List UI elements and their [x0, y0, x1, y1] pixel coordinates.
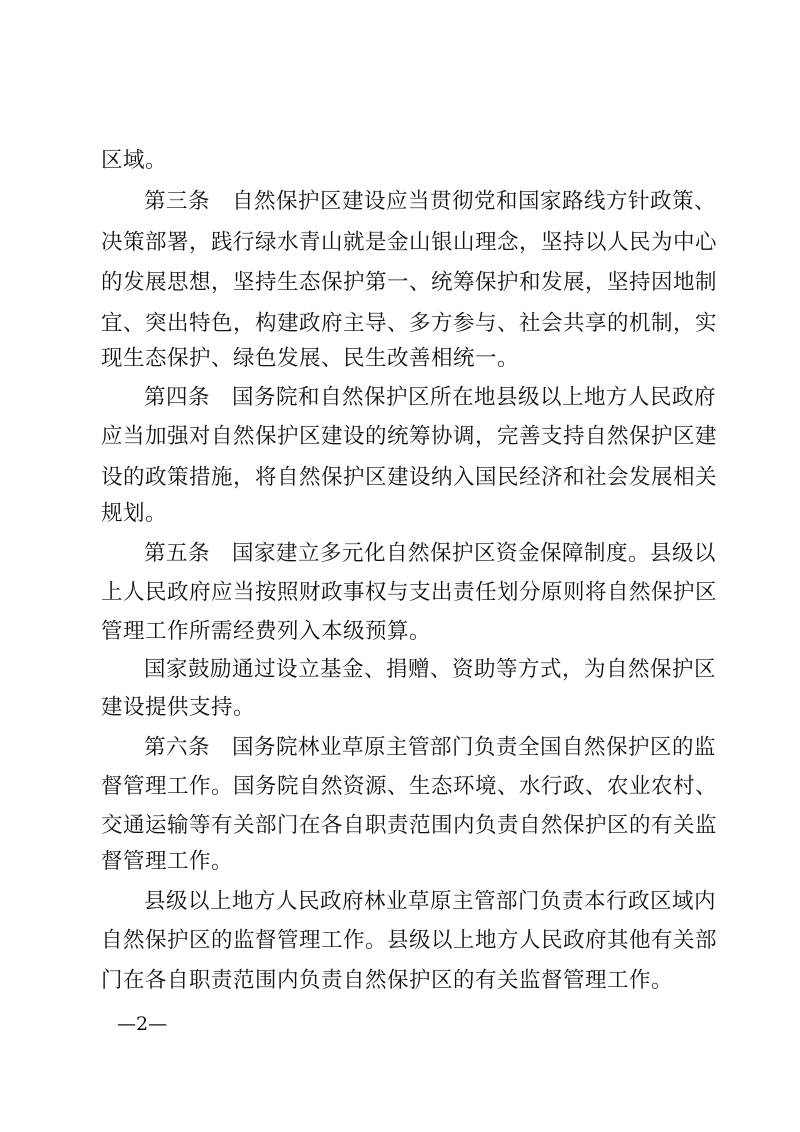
text-line: 宜、突出特色，构建政府主导、多方参与、社会共享的机制，实 [101, 311, 718, 336]
text-line: 自然保护区的监督管理工作。县级以上地方人民政府其他有关部 [101, 928, 718, 953]
text-line: 规划。 [101, 501, 168, 526]
text-line: 交通运输等有关部门在各自职责范围内负责自然保护区的有关监 [101, 813, 718, 838]
paragraph-start-line: 国家鼓励通过设立基金、捐赠、资助等方式，为自然保护区 [144, 657, 717, 682]
text-line: 决策部署，践行绿水青山就是金山银山理念，坚持以人民为中心 [101, 230, 718, 255]
text-line: 区域。 [101, 148, 168, 173]
text-line: 门在各自职责范围内负责自然保护区的有关监督管理工作。 [101, 968, 674, 993]
article-4-heading-line: 第四条 国务院和自然保护区所在地县级以上地方人民政府 [144, 385, 717, 410]
text-line: 上人民政府应当按照财政事权与支出责任划分原则将自然保护区 [101, 580, 718, 605]
paragraph-start-line: 县级以上地方人民政府林业草原主管部门负责本行政区域内 [144, 889, 717, 914]
article-3-heading-line: 第三条 自然保护区建设应当贯彻党和国家路线方针政策、 [144, 189, 717, 214]
text-line: 督管理工作。国务院自然资源、生态环境、水行政、农业农村、 [101, 774, 718, 799]
text-line: 管理工作所需经费列入本级预算。 [101, 619, 432, 644]
text-line: 现生态保护、绿色发展、民生改善相统一。 [101, 346, 520, 371]
text-line: 的发展思想，坚持生态保护第一、统筹保护和发展，坚持因地制 [101, 270, 718, 295]
text-line: 设的政策措施，将自然保护区建设纳入国民经济和社会发展相关 [101, 465, 718, 490]
text-line: 建设提供支持。 [101, 695, 256, 720]
page-number: —2— [117, 1013, 168, 1035]
article-6-heading-line: 第六条 国务院林业草原主管部门负责全国自然保护区的监 [144, 735, 717, 760]
text-line: 应当加强对自然保护区建设的统筹协调，完善支持自然保护区建 [101, 424, 718, 449]
text-line: 督管理工作。 [101, 849, 234, 874]
article-5-heading-line: 第五条 国家建立多元化自然保护区资金保障制度。县级以 [144, 541, 717, 566]
